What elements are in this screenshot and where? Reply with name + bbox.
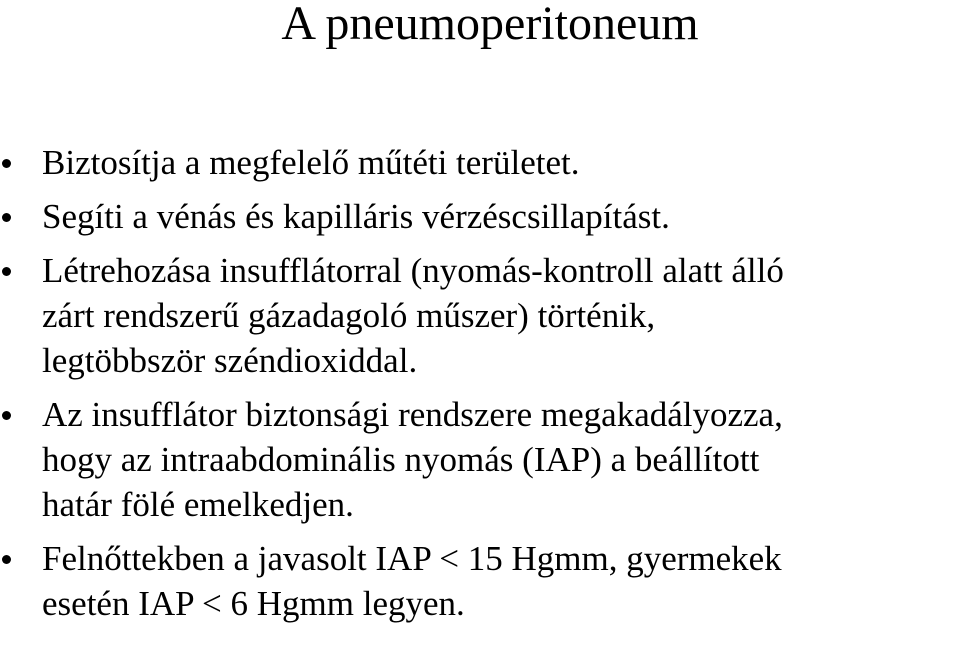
bullet-item [0,248,960,383]
bullet-icon [2,555,11,564]
slide-title: A pneumoperitoneum [281,0,699,50]
bullet-icon [2,159,11,168]
bullet-text-line: Segíti a vénás és kapilláris vérzéscsillapítást. [42,197,670,236]
bullet-item [0,140,960,185]
bullet-text-line: esetén IAP < 6 Hgmm legyen. [42,584,465,623]
bullet-item [0,194,960,239]
bullet-item [0,392,960,527]
bullet-item [0,536,960,626]
bullet-icon [2,267,11,276]
bullet-text-line: hogy az intraabdominális nyomás (IAP) a beállított [42,440,760,479]
bullet-text-line: Felnőttekben a javasolt IAP < 15 Hgmm, gyermekek [42,539,782,578]
bullet-text-line: legtöbbször széndioxiddal. [42,341,418,380]
bullet-text-line: Biztosítja a megfelelő műtéti területet. [42,143,580,182]
bullet-text-line: Az insufflátor biztonsági rendszere megakadályozza, [42,395,783,434]
bullet-icon [2,411,11,420]
bullet-text-line: határ fölé emelkedjen. [42,485,354,524]
bullet-text-line: Létrehozása insufflátorral (nyomás-kontroll alatt álló [42,251,784,290]
bullet-list [0,140,960,635]
bullet-text-line: zárt rendszerű gázadagoló műszer) történik, [42,296,656,335]
bullet-icon [2,213,11,222]
